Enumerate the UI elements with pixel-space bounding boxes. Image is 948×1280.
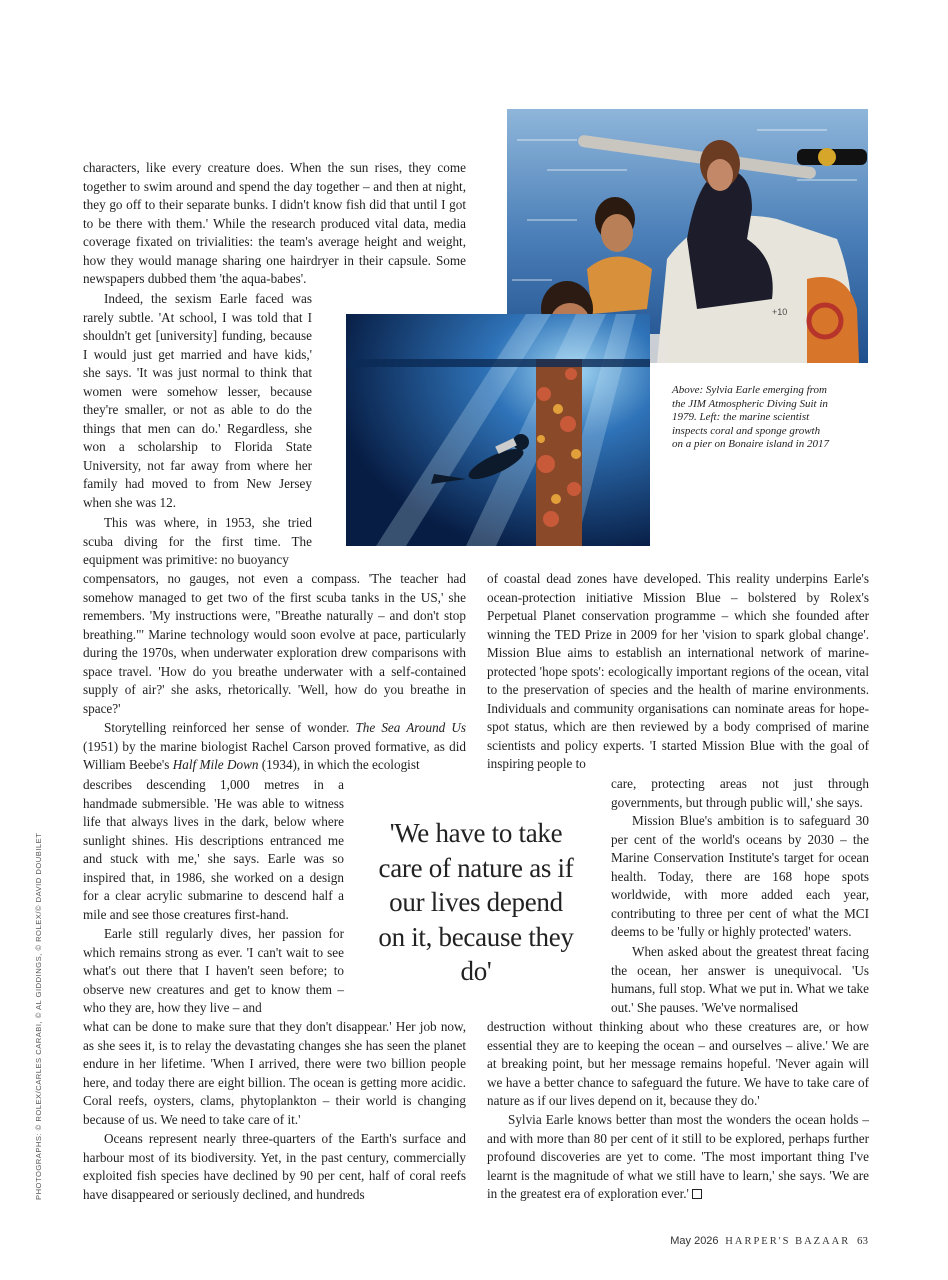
issue-date: May 2026 [670, 1235, 719, 1247]
article-paragraph: This was where, in 1953, she tried scuba diving for the first time. The equipment was primitive: no buoyancy [83, 515, 312, 568]
page-number: 63 [857, 1235, 868, 1247]
article-paragraph: care, protecting areas not just through governments, but through public will,' she says. [611, 776, 869, 810]
page-folio [670, 1235, 868, 1247]
article-paragraph: Oceans represent nearly three-quarters of the Earth's surface and harbour most of its biodiversity. Yet, in the past century, commercially exploited fish species have declined by 90 per cent, half of coral reefs have disappeared or seriously declined, and hundreds [83, 1131, 466, 1202]
diver-photo [346, 314, 650, 546]
article-paragraph: of coastal dead zones have developed. This reality underpins Earle's ocean-protection initiative Mission Blue – bolstered by Rolex's Perpetual Planet conservation programme – which she founded after winning the TED Prize in 2009 for her 'vision to spark global change'. Mission Blue aims to establish an international network of marine-protected 'hope spots': ecologically important regions of the ocean, vital to the preservation of species and the health of marine environments. Individuals and community organisations can nominate areas for hope-spot status, which are then reviewed by a body comprised of marine scientists and policy experts. 'I started Mission Blue with the goal of inspiring people to [487, 571, 869, 772]
text-run: (1951) by the marine biologist Rachel Carson proved formative, as did William Beebe's [83, 738, 466, 773]
magazine-name: HARPER'S BAZAAR [725, 1236, 851, 1247]
suit-mark: +10 [772, 307, 788, 317]
photo-caption: Above: Sylvia Earle emerging from the JIM Atmospheric Diving Suit in 1979. Left: the marine scientist inspects coral and sponge growth on a pier on Bonaire island in 2017 [672, 384, 829, 451]
book-title: The Sea Around Us [355, 720, 467, 735]
article-paragraph: destruction without thinking about who these creatures are, or how essential they are to keeping the ocean – and ourselves – alive.' We are at breaking point, but her message remains hopeful. 'Never again will we have a better chance to safeguard the future. We have to take care of nature as if our lives depend on it, because they do.' [487, 1019, 869, 1109]
text-run: Sylvia Earle knows better than most the wonders the ocean holds – and with more than 80 per cent of it still to be explored, perhaps further profound discoveries are yet to come. 'The most important thing I've learnt is the magnitude of what we still have to learn,' she says. 'We are in the greatest era of exploration ever.' [487, 1112, 869, 1202]
article-paragraph: compensators, no gauges, not even a compass. 'The teacher had somehow managed to get two of the first scuba tanks in the US,' she remembers. 'My instructions were, "Breathe naturally – and don't stop breathing."' Marine technology would soon evolve at pace, particularly during the 1970s, when underwater exploration drew comparisons with space travel. 'How do you breathe underwater with a self-contained supply of air?' she asks, rhetorically. 'Well, how do you breathe in space?' [83, 571, 466, 716]
pull-quote: 'We have to take care of nature as if our lives depend on it, because they do' [378, 818, 574, 986]
book-title: Half Mile Down [172, 757, 259, 773]
text-run: (1934), in which the ecologist [258, 757, 420, 773]
article-paragraph: characters, like every creature does. When the sun rises, they come together to swim around and spend the day together – and then at night, they go off to their separate bunks. I didn't know fish did that until I got to be there with them.' While the research produced vital data, media coverage fixated on trivialities: the team's average height and weight, how they would manage sharing one hairdryer in their capsule. Some newspapers dubbed them 'the aqua-babes'. [83, 160, 466, 287]
end-mark-icon [692, 1189, 702, 1199]
article-paragraph: what can be done to make sure that they don't disappear.' Her job now, as she sees it, is to relay the devastating changes she has seen the planet endure in her lifetime. 'When I arrived, there were two billion people here, and today there are eight billion. The ocean is getting more acidic. Coral reefs, oysters, clams, phytoplankton – their world is changing because of us. We need to take care of it.' [83, 1019, 466, 1127]
article-paragraph: describes descending 1,000 metres in a handmade submersible. 'He was able to witness life that always lives in the dark, below where sunlight shines. His descriptions entranced me and stuck with me,' she says. Earle was so inspired that, in 1986, she worked on a design for a clear acrylic submarine to descend half a mile and see those creatures first-hand. [83, 777, 344, 922]
article-paragraph [487, 1111, 869, 1204]
text-run: Storytelling reinforced her sense of wonder. [104, 720, 356, 735]
article-paragraph: Indeed, the sexism Earle faced was rarely subtle. 'At school, I was told that I shouldn't get [university] funding, because I would just get married and have kids,' she says. 'It was just normal to think that women were somehow lesser, because they're smaller, or not as able to do the things that men can do.' Regardless, she won a scholarship to Florida State University, not far away from where her family had moved to from New Jersey when she was 12. [83, 291, 312, 511]
article-paragraph: Earle still regularly dives, her passion for which remains strong as ever. 'I can't wait to see what's out there that I haven't seen before; to observe new creatures and get to know them – who they are, how they live – and [83, 926, 344, 1016]
article-paragraph: Mission Blue's ambition is to safeguard 30 per cent of the world's oceans by 2030 – the Marine Conservation Institute's target for ocean health. Today, there are 168 hope spots worldwide, with more added each year, contributing to three per cent of what the MCI deems to be 'fully or highly protected' waters. [611, 813, 869, 940]
photo-credits: PHOTOGRAPHS: © ROLEX/CARLES CARABI, © AL GIDDINGS, © ROLEX/© DAVID DOUBILET [34, 832, 43, 1200]
article-paragraph [83, 719, 466, 775]
article-paragraph: When asked about the greatest threat facing the ocean, her answer is unequivocal. 'Us humans, full stop. What we put in. What we take out.' She pauses. 'We've normalised [611, 944, 869, 1015]
